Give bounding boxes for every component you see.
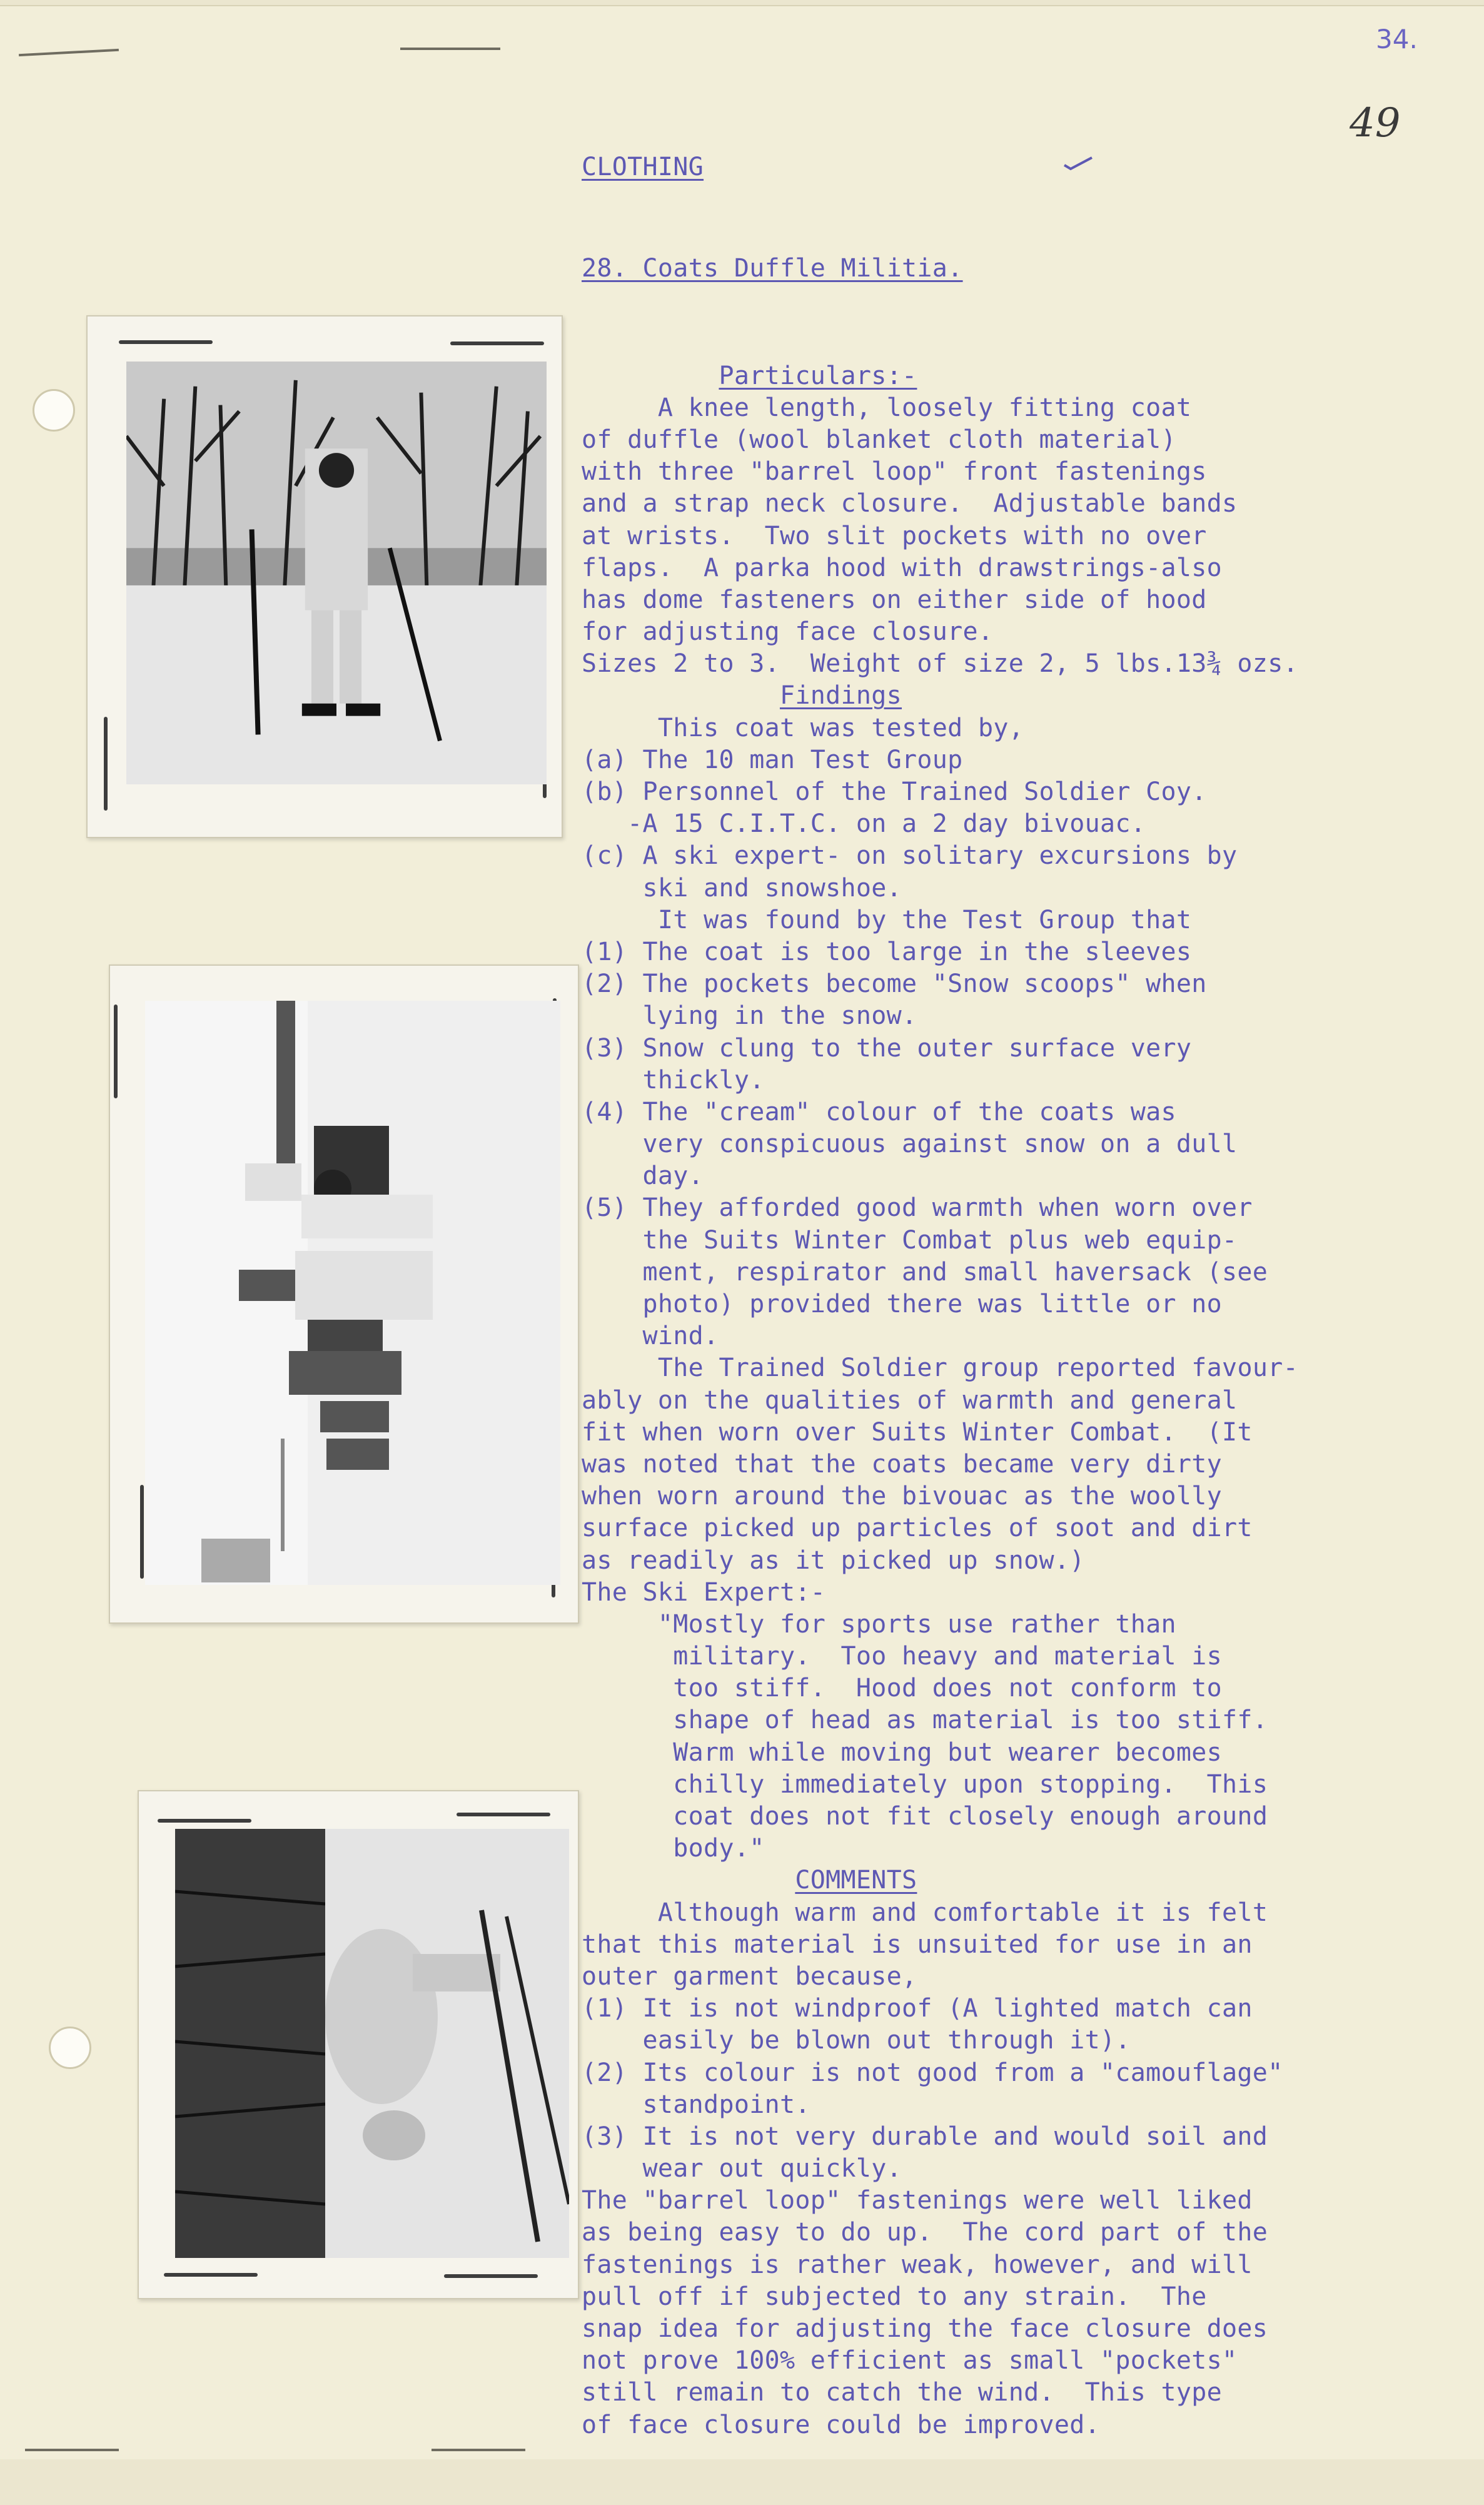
text-line: flaps. A parka hood with drawstrings-also	[582, 553, 1223, 582]
text-line: It was found by the Test Group that	[657, 905, 1192, 934]
text-line: fit when worn over Suits Winter Combat. (It	[582, 1417, 1253, 1447]
text-line: outer garment because,	[582, 1961, 917, 1991]
text-line: for adjusting face closure.	[582, 617, 994, 647]
text-line: day.	[642, 1161, 704, 1191]
typed-text-block	[582, 88, 1470, 2505]
photo-image	[126, 362, 547, 784]
photo-image	[145, 1001, 560, 1585]
text-line: photo) provided there was little or no	[642, 1290, 1223, 1319]
photo-clip	[164, 2273, 258, 2277]
subheading-line: Particulars:-	[719, 361, 917, 390]
text-line: ski and snowshoe.	[642, 873, 902, 903]
handwritten-number: 49	[1350, 100, 1401, 146]
text-line: (b) Personnel of the Trained Soldier Coy.	[582, 777, 1207, 807]
text-line: Although warm and comfortable it is felt	[657, 1898, 1268, 1927]
item-title: 28. Coats Duffle Militia.	[582, 254, 963, 283]
photo-clip	[119, 340, 213, 344]
text-line: of face closure could be improved.	[582, 2410, 1100, 2439]
text-line: (a) The 10 man Test Group	[582, 745, 963, 774]
text-line: (1) The coat is too large in the sleeves	[582, 937, 1192, 966]
text-line: wear out quickly.	[642, 2154, 902, 2184]
body-lines	[582, 360, 1470, 2441]
text-line: (3) It is not very durable and would soil and	[582, 2122, 1268, 2151]
text-line: body."	[673, 1834, 765, 1863]
section-heading: CLOTHING	[582, 153, 704, 182]
text-line: when worn around the bivouac as the woolly	[582, 1482, 1223, 1511]
text-line: standpoint.	[642, 2090, 810, 2119]
photo-clip	[444, 2274, 538, 2278]
text-line: thickly.	[642, 1065, 765, 1095]
photo-skier-bending	[138, 1790, 579, 2299]
text-line: (2) The pockets become "Snow scoops" when	[582, 969, 1207, 999]
text-line: shape of head as material is too stiff.	[673, 1706, 1268, 1735]
text-line: and a strap neck closure. Adjustable bands	[582, 489, 1238, 519]
staple-mark	[25, 2449, 119, 2451]
text-line: -A 15 C.I.T.C. on a 2 day bivouac.	[627, 809, 1146, 839]
binder-hole-top	[33, 389, 75, 432]
photo-clip	[140, 1485, 144, 1579]
text-line: too stiff. Hood does not conform to	[673, 1674, 1223, 1703]
text-line: (2) Its colour is not good from a "camouflage"	[582, 2058, 1283, 2087]
text-line: very conspicuous against snow on a dull	[642, 1130, 1238, 1159]
photo-clip	[114, 1005, 118, 1098]
text-line: was noted that the coats became very dirty	[582, 1449, 1223, 1479]
text-line: the Suits Winter Combat plus web equip-	[642, 1225, 1238, 1255]
text-line: (4) The "cream" colour of the coats was	[582, 1097, 1176, 1126]
text-line: not prove 100% efficient as small "pockets"	[582, 2346, 1238, 2376]
text-line: with three "barrel loop" front fastenings	[582, 457, 1207, 487]
text-line: (3) Snow clung to the outer surface very	[582, 1033, 1192, 1063]
text-line: ably on the qualities of warmth and general	[582, 1385, 1238, 1415]
text-line: (c) A ski expert- on solitary excursions by	[582, 841, 1238, 871]
photo-clip	[104, 717, 108, 811]
text-line: military. Too heavy and material is	[673, 1642, 1223, 1671]
text-line: as readily as it picked up snow.)	[582, 1546, 1085, 1575]
text-line: "Mostly for sports use rather than	[657, 1609, 1176, 1639]
document-page	[0, 5, 1484, 2459]
subheading-line: Findings	[779, 681, 902, 711]
text-line: at wrists. Two slit pockets with no over	[582, 521, 1207, 550]
text-line: ment, respirator and small haversack (see	[642, 1257, 1268, 1287]
text-line: surface picked up particles of soot and dirt	[582, 1514, 1253, 1543]
text-line: Warm while moving but wearer becomes	[673, 1738, 1223, 1767]
staple-mark	[432, 2449, 525, 2451]
text-line: easily be blown out through it).	[642, 2026, 1131, 2055]
text-line: coat does not fit closely enough around	[673, 1802, 1268, 1831]
text-line: snap idea for adjusting the face closure does	[582, 2314, 1268, 2344]
text-line: (1) It is not windproof (A lighted match can	[582, 1994, 1253, 2023]
subheading-line: COMMENTS	[795, 1866, 917, 1895]
text-line: Sizes 2 to 3. Weight of size 2, 5 lbs.13¾ ozs.	[582, 649, 1298, 679]
text-line: has dome fasteners on either side of hood	[582, 585, 1207, 614]
photo-group-vehicle	[109, 964, 579, 1624]
page-number: 34.	[1376, 24, 1418, 54]
staple-mark	[19, 49, 119, 56]
text-line: The Ski Expert:-	[582, 1577, 826, 1607]
text-line: of duffle (wool blanket cloth material)	[582, 425, 1176, 454]
text-line: fastenings is rather weak, however, and will	[582, 2250, 1253, 2279]
text-line: that this material is unsuited for use in an	[582, 1930, 1253, 1959]
text-line: chilly immediately upon stopping. This	[673, 1769, 1268, 1799]
text-line: (5) They afforded good warmth when worn over	[582, 1193, 1253, 1223]
text-line: still remain to catch the wind. This type	[582, 2378, 1223, 2407]
text-line: wind.	[642, 1322, 719, 1351]
photo-clip	[450, 342, 544, 345]
photo-soldier-standing	[86, 315, 563, 838]
photo-clip	[158, 1819, 251, 1823]
text-line: The Trained Soldier group reported favour-	[657, 1354, 1298, 1383]
binder-hole-bottom	[49, 2027, 91, 2069]
text-line: as being easy to do up. The cord part of the	[582, 2218, 1268, 2247]
text-line: lying in the snow.	[642, 1001, 917, 1031]
staple-mark	[400, 48, 500, 50]
photo-clip	[457, 1813, 550, 1816]
text-line: The "barrel loop" fastenings were well liked	[582, 2186, 1253, 2215]
text-line: pull off if subjected to any strain. The	[582, 2282, 1207, 2311]
text-line: A knee length, loosely fitting coat	[657, 393, 1192, 422]
text-line: This coat was tested by,	[657, 713, 1024, 742]
photo-image	[175, 1829, 569, 2258]
